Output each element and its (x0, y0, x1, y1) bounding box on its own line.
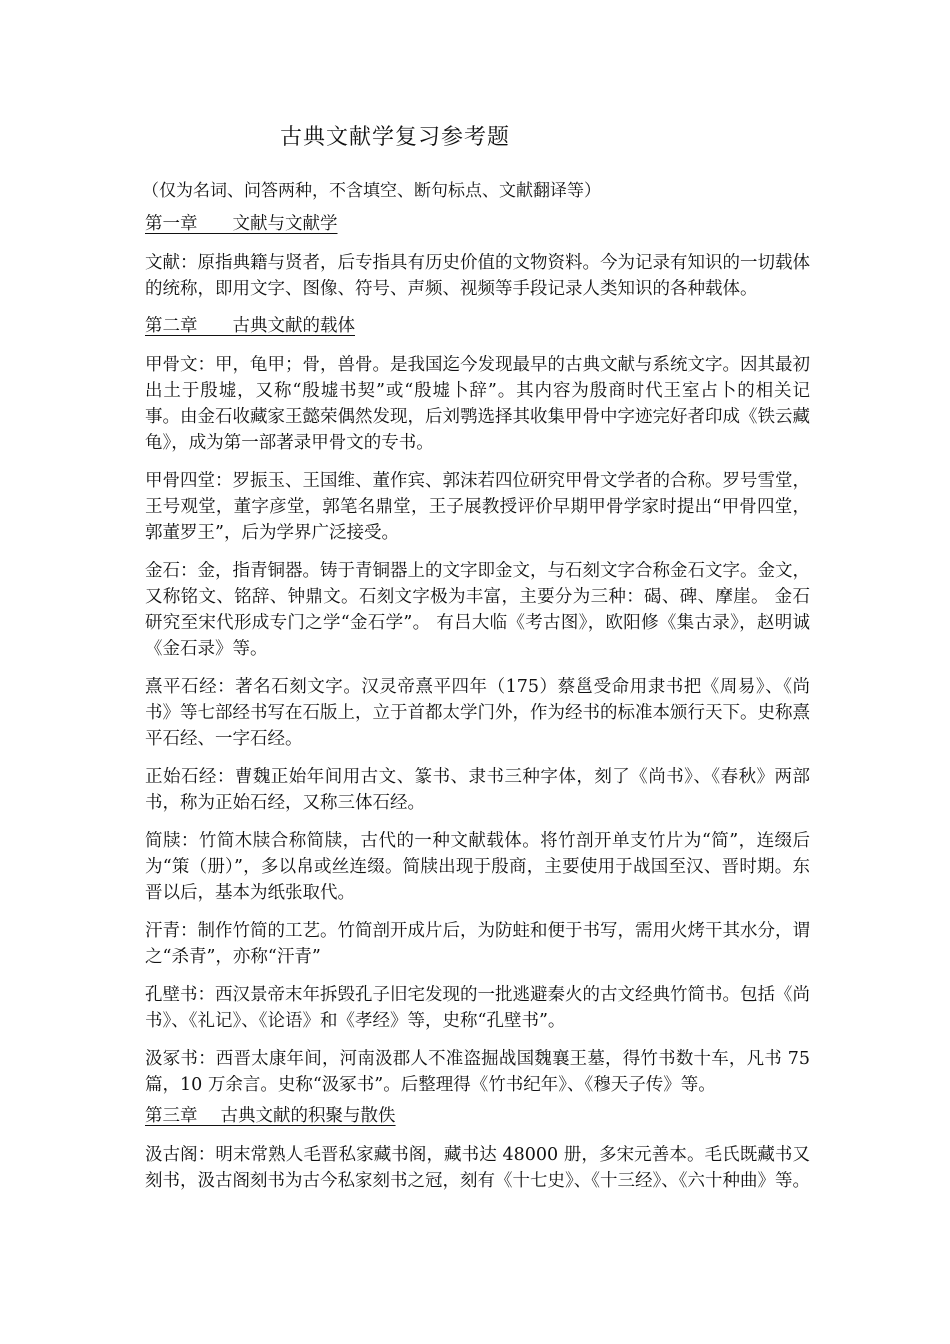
entry-xiping-shijing: 熹平石经：著名石刻文字。汉灵帝熹平四年（175）蔡邕受命用隶书把《周易》、《尚书》等七部经书写在石版上，立于首都太学门外，作为经书的标准本颁行天下。史称熹平石经、一字石经。 (145, 677, 810, 749)
entry-wenxian: 文献：原指典籍与贤者，后专指具有历史价值的文物资料。今为记录有知识的一切载体的统称，即用文字、图像、符号、声频、视频等手段记录人类知识的各种载体。 (145, 253, 810, 299)
chapter-3-heading-wrap (145, 1104, 810, 1128)
entry-jiaguwen: 甲骨文：甲，龟甲；骨，兽骨。是我国迄今发现最早的古典文献与系统文字。因其最初出土于殷墟，又称“殷墟书契”或“殷墟卜辞”。其内容为殷商时代王室占卜的相关记事。由金石收藏家王懿荣偶然发现，后刘鹗选择其收集甲骨中字迹完好者印成《铁云藏龟》，成为第一部著录甲骨文的专书。 (145, 355, 810, 453)
entry-jinshi: 金石：金，指青铜器。铸于青铜器上的文字即金文，与石刻文字合称金石文字。金文，又称铭文、铭辞、钟鼎文。石刻文字极为丰富，主要分为三种：碣、碑、摩崖。 金石研究至宋代形成专门之学“金石学”。 有吕大临《考古图》，欧阳修《集古录》，赵明诚《金石录》等。 (145, 561, 810, 659)
chapter-heading: 第三章 古典文献的积聚与散佚 (145, 1106, 396, 1126)
entry-jizhong-shu: 汲冢书：西晋太康年间，河南汲郡人不准盗掘战国魏襄王墓，得竹书数十车，凡书 75 篇，10 万余言。史称“汲冢书”。后整理得《竹书纪年》、《穆天子传》等。 (145, 1049, 810, 1095)
chapter-heading: 第一章 文献与文献学 (145, 214, 338, 234)
document-body (145, 212, 810, 1206)
entry-hanqing: 汗青：制作竹简的工艺。竹简剖开成片后，为防蛀和便于书写，需用火烤干其水分，谓之“杀青”，亦称“汗青” (145, 921, 810, 967)
chapter-heading: 第二章 古典文献的载体 (145, 316, 355, 336)
document-subtitle: （仅为名词、问答两种，不含填空、断句标点、文献翻译等） (142, 181, 601, 201)
entry-jiguge: 汲古阁：明末常熟人毛晋私家藏书阁，藏书达 48000 册，多宋元善本。毛氏既藏书又刻书，汲古阁刻书为古今私家刻书之冠，刻有《十七史》、《十三经》、《六十种曲》等。 (145, 1145, 810, 1191)
document-title: 古典文献学复习参考题 (280, 125, 511, 150)
entry-kongbi-shu: 孔壁书：西汉景帝末年拆毁孔子旧宅发现的一批逃避秦火的古文经典竹简书。包括《尚书》、《礼记》、《论语》和《孝经》等，史称“孔壁书”。 (145, 985, 810, 1031)
entry-jiandu: 简牍：竹简木牍合称简牍，古代的一种文献载体。将竹剖开单支竹片为“简”，连缀后为“策（册）”，多以帛或丝连缀。简牍出现于殷商，主要使用于战国至汉、晋时期。东晋以后，基本为纸张取代。 (145, 831, 810, 903)
chapter-2-heading-wrap (145, 314, 810, 338)
entry-jiagu-sitang: 甲骨四堂：罗振玉、王国维、董作宾、郭沫若四位研究甲骨文学者的合称。罗号雪堂，王号观堂，董字彦堂，郭笔名鼎堂，王子展教授评价早期甲骨学家时提出“甲骨四堂，郭董罗王”，后为学界广泛接受。 (145, 471, 810, 543)
chapter-1-heading-wrap (145, 212, 810, 236)
entry-zhengshi-shijing: 正始石经：曹魏正始年间用古文、篆书、隶书三种字体，刻了《尚书》、《春秋》两部书，称为正始石经，又称三体石经。 (145, 767, 810, 813)
